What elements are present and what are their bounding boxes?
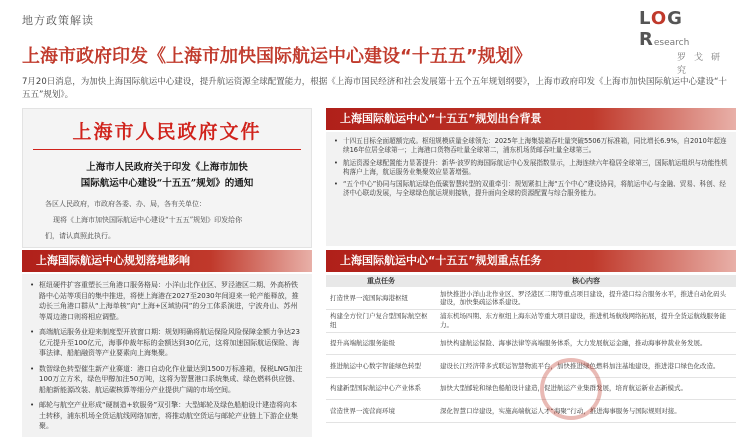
task-content: 加快推进小洋山北作业区、罗泾港区二期等重点项目建设，提升港口综合服务水平，推进自动化码头建设，加快集疏运体系建设。 [436, 287, 736, 310]
logo-mark: LOG Research [639, 8, 690, 50]
task-name: 推进航运中心数字智能绿色转型 [326, 355, 436, 378]
task-content: 建设长江经济带多式联运智慧物流平台，加快推进绿色燃料加注基地建设，推进港口绿色化改造。 [436, 355, 736, 378]
logo [639, 8, 739, 76]
watermark-ring-icon [540, 358, 602, 420]
tasks-section-banner: 上海国际航运中心“十五五”规划重点任务 [326, 250, 736, 272]
table-row [326, 310, 736, 333]
document-heading: 上海市人民政府文件 [72, 121, 262, 143]
watermark-logo [540, 350, 710, 430]
background-item: • “五个中心”协同与国际航运绿色低碳智慧转型的双重牵引：规划紧扣上海“五个中心”建设协同，将航运中心与金融、贸易、科创、经济中心联动发展，与全球绿色航运规则接轨，提升面向全球的资源配置与综合服务能力。 [334, 180, 728, 199]
table-header-task: 重点任务 [326, 275, 436, 287]
background-item: • 十四五目标全面超额完成。枢纽规模质量全球领先：2025年上海集装箱吞吐量突破5506万标准箱，同比增长6.9%，自2010年起连续16年位居全球第一；上海港口货物吞吐量全球第二，浦东机场货邮吞吐量全球第三。 [334, 137, 728, 156]
table-row [326, 287, 736, 310]
task-content: 浦东机场四期、东方枢纽上海东站等重大项目建设，推进机场航线网络拓展，提升全货运航线服务能力。 [436, 310, 736, 333]
impact-item: • 枢纽硬件扩容重塑长三角港口服务格局：小洋山北作业区、罗泾港区二期、外高桥铁路中心站等项目的集中推进，将使上海港在2027至2030年间迎来一轮产能释放，推动长三角港口群从“上海单核”向“上海+区域协同”的分工体系演进，宁波舟山、苏州等周边港口则将相应调整。 [30, 280, 304, 322]
government-document-image [22, 108, 312, 248]
impact-list [22, 274, 312, 437]
document-para-line-3: 们，请认真照此执行。 [45, 232, 115, 240]
task-content: 加快大型邮轮和绿色船舶设计建造，促进航运产业集群发展，培育航运新业态新模式。 [436, 377, 736, 400]
document-title-line-1: 上海市人民政府关于印发《上海市加快 [86, 162, 248, 173]
intro-paragraph: 7月20日消息，为加快上海国际航运中心建设，提升航运资源全球配置能力，根据《上海市国民经济和社会发展第十五个五年规划纲要》，上海市政府印发《上海市加快国际航运中心建设“十五五”规划》。 [22, 77, 727, 100]
table-header-content: 核心内容 [436, 275, 736, 287]
document-divider [33, 149, 301, 150]
background-section-banner: 上海国际航运中心“十五五”规划出台背景 [326, 108, 736, 130]
table-header-row [326, 275, 736, 287]
task-name: 构建全方位门户复合型国际航空枢纽 [326, 310, 436, 333]
background-item: • 航运资源全球配置能力显著提升：新华·波罗的海国际航运中心发展指数显示，上海连续六年稳居全球第三，国际航运组织与功能性机构落户上海，航运服务业集聚效应显著增强。 [334, 159, 728, 178]
background-list [326, 132, 736, 246]
impact-section-banner: 上海国际航运中心规划落地影响 [22, 250, 312, 272]
impact-item: • 数智绿色转型催生新产业赛道：港口自动化作业量达到1500万标准箱，保税LNG加注100万立方米，绿色甲醇加注50万吨，这将为智慧港口系统集成、绿色燃料供应链、船舶新能源改装、航运碳核算等细分产业提供广阔的市场空间。 [30, 364, 304, 396]
task-content: 加快构建航运保险、海事法律等高端服务体系，大力发展航运金融，推动海事仲裁业务发展。 [436, 332, 736, 355]
page-title: 上海市政府印发《上海市加快国际航运中心建设“十五五”规划》 [22, 46, 532, 67]
task-name: 打造世界一流国际海港枢纽 [326, 287, 436, 310]
logo-chinese-name: 罗戈研究 [677, 53, 729, 76]
section-label: 地方政策解读 [22, 14, 94, 27]
task-content: 深化智慧口岸建设，实施高端航运人才“海聚”行动，推进海事服务与国际规则对接。 [436, 400, 736, 423]
document-title-line-2: 国际航运中心建设“十五五”规划》的通知 [80, 178, 254, 189]
document-para-line-1: 各区人民政府，市政府各委、办、局，各有关单位： [45, 200, 206, 208]
task-name: 营造世界一流营商环境 [326, 400, 436, 423]
impact-item: • 高端航运服务业迎来制度型开放窗口期：规划明确将航运保险风险保障金额力争达23亿元提升至100亿元，海事仲裁年标的金额达到30亿元，这将加速国际航运保险、海事法律、船舶融资等产业要素向上海集聚。 [30, 327, 304, 359]
task-name: 构建新型国际航运中心产业体系 [326, 377, 436, 400]
document-para-line-2: 现将《上海市加快国际航运中心建设“十五五”规划》印发给你 [53, 216, 243, 224]
impact-item: • 邮轮与航空产业形成“硬制造+软服务”双引擎：大型邮轮及绿色船舶设计建造将向本土转移，浦东机场全货运航线网络加密，将推动航空货运与邮轮产业链上下游企业集聚。 [30, 400, 304, 432]
task-name: 提升高端航运服务能级 [326, 332, 436, 355]
